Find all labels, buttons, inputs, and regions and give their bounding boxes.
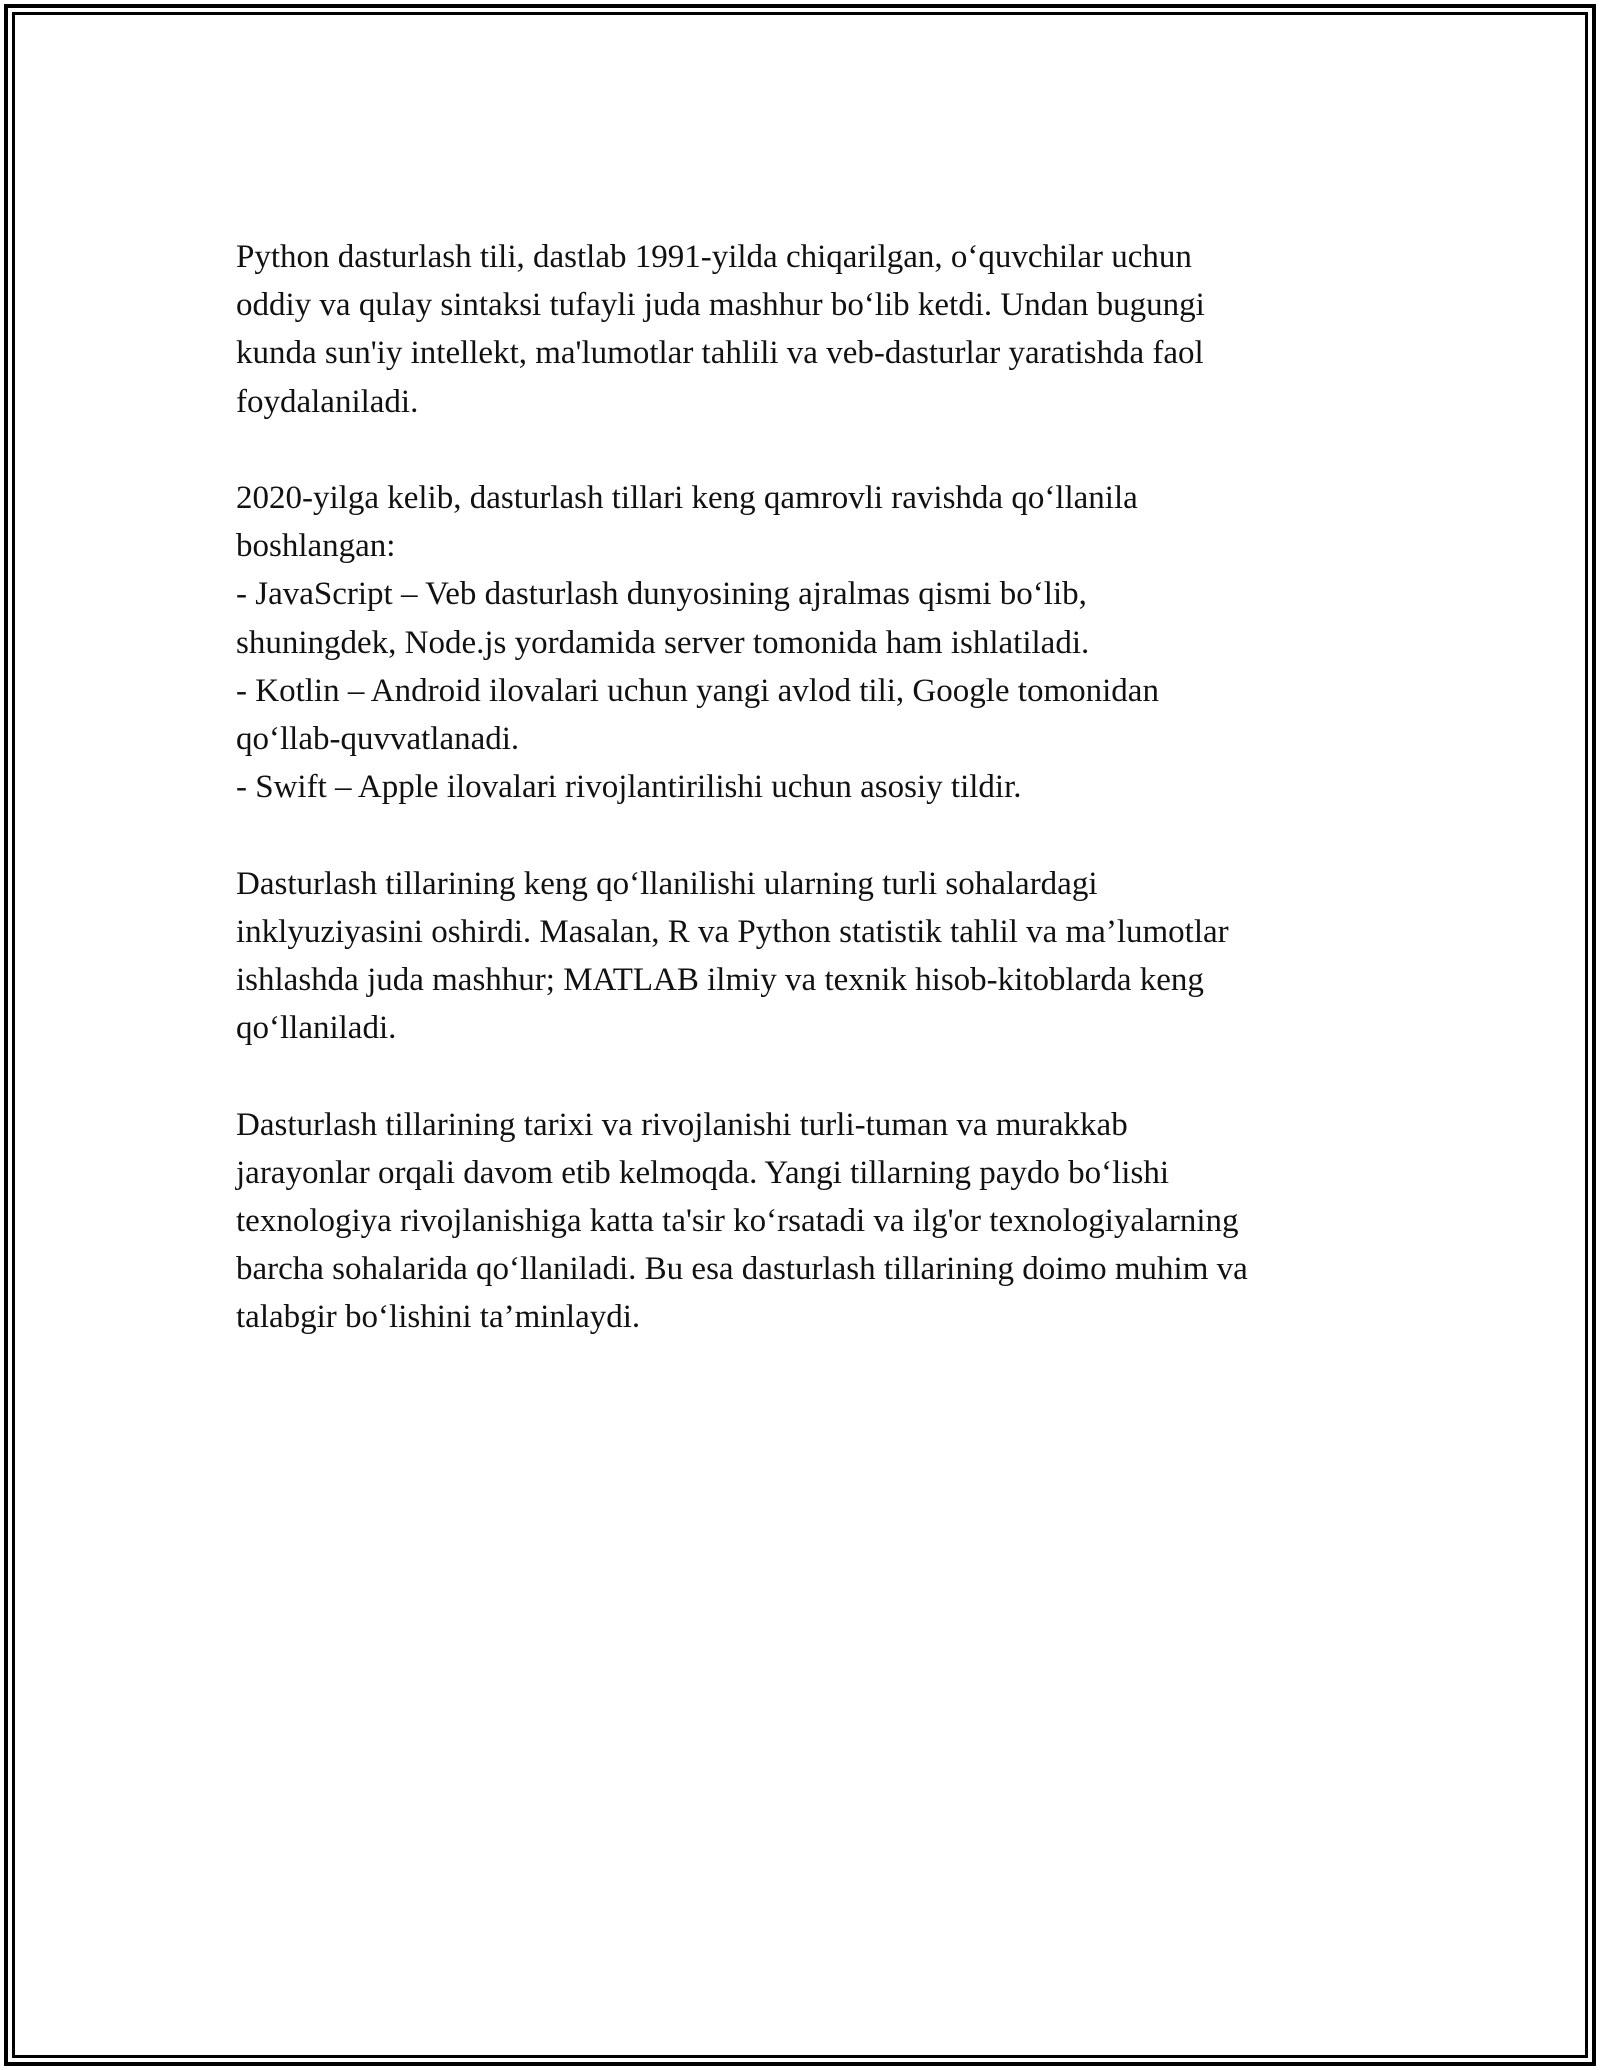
text-line: kunda sun'iy intellekt, ma'lumotlar tahlili va veb-dasturlar yaratishda faol (236, 335, 1204, 372)
text-line: Dasturlash tillarining tarixi va rivojlanishi turli-tuman va murakkab (236, 1106, 1128, 1143)
paragraph-usage (236, 860, 1386, 1053)
paragraph-history (236, 1101, 1386, 1342)
text-line: qo‘llaniladi. (236, 1010, 397, 1047)
text-line: Dasturlash tillarining keng qo‘llanilishi ularning turli sohalardagi (236, 865, 1098, 902)
list-item-kotlin: - Kotlin – Android ilovalari uchun yangi avlod tili, Google tomonidan (236, 672, 1159, 709)
text-line: ishlashda juda mashhur; MATLAB ilmiy va texnik hisob-kitoblarda keng (236, 962, 1204, 999)
text-line: Python dasturlash tili, dastlab 1991-yilda chiqarilgan, o‘quvchilar uchun (236, 239, 1192, 275)
paragraph-python-intro (236, 233, 1386, 426)
text-line: qo‘llab-quvvatlanadi. (236, 721, 520, 758)
document-body (236, 233, 1386, 1390)
text-line: inklyuziyasini oshirdi. Masalan, R va Python statistik tahlil va ma’lumotlar (236, 913, 1229, 950)
text-line: talabgir bo‘lishini ta’minlaydi. (236, 1299, 641, 1336)
text-line: boshlangan: (236, 528, 396, 565)
paragraph-languages-2020 (236, 474, 1386, 811)
text-line: jarayonlar orqali davom etib kelmoqda. Yangi tillarning paydo bo‘lishi (236, 1154, 1169, 1191)
list-item-javascript: - JavaScript – Veb dasturlash dunyosining ajralmas qismi bo‘lib, (236, 576, 1087, 613)
text-line: barcha sohalarida qo‘llaniladi. Bu esa dasturlash tillarining doimo muhim va (236, 1251, 1248, 1288)
text-line: texnologiya rivojlanishiga katta ta'sir ko‘rsatadi va ilg'or texnologiyalarning (236, 1203, 1239, 1240)
list-item-swift: - Swift – Apple ilovalari rivojlantirilishi uchun asosiy tildir. (236, 769, 1022, 806)
text-line: shuningdek, Node.js yordamida server tomonida ham ishlatiladi. (236, 624, 1090, 661)
text-line: 2020-yilga kelib, dasturlash tillari keng qamrovli ravishda qo‘llanila (236, 480, 1138, 516)
text-line: oddiy va qulay sintaksi tufayli juda mashhur bo‘lib ketdi. Undan bugungi (236, 287, 1205, 324)
text-line: foydalaniladi. (236, 383, 419, 420)
